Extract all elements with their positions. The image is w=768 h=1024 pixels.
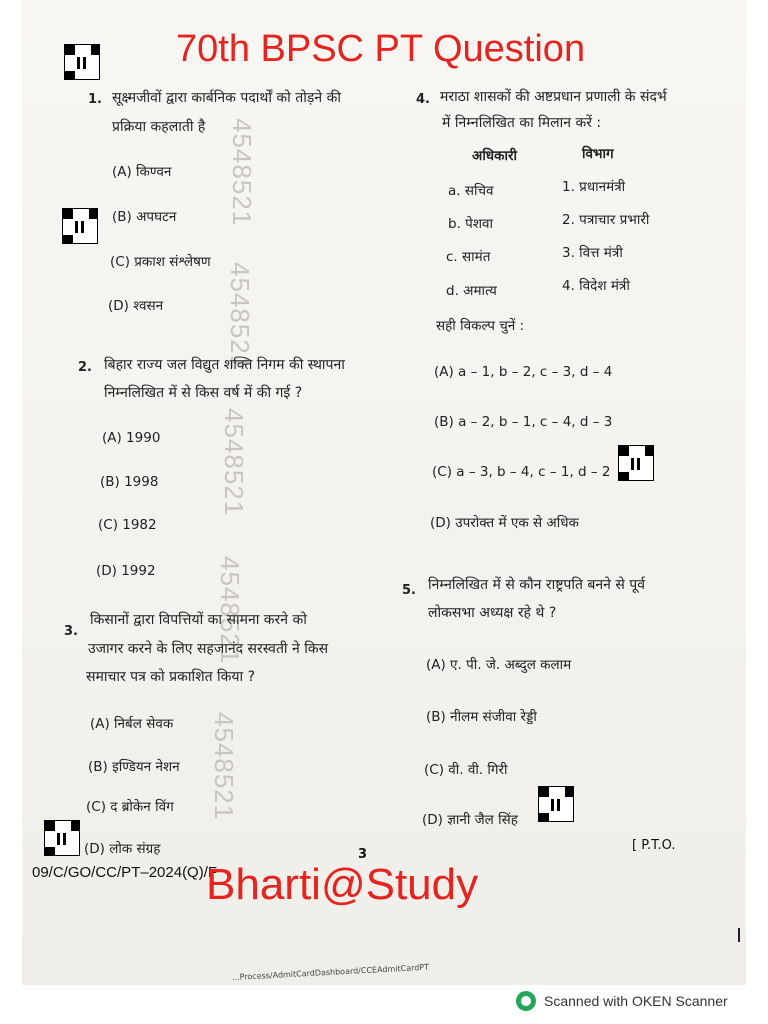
question-text: बिहार राज्य जल विद्युत शक्ति निगम की स्थापना bbox=[104, 357, 345, 373]
option-c: (C) a – 3, b – 4, c – 1, d – 2 bbox=[432, 464, 611, 480]
match-right-item: 3. वित्त मंत्री bbox=[562, 245, 623, 261]
question-text: निम्नलिखित में से कौन राष्ट्रपति बनने से पूर्व bbox=[428, 577, 646, 593]
scanner-label: Scanned with OKEN Scanner bbox=[544, 993, 728, 1009]
option-d: (D) उपरोक्त में एक से अधिक bbox=[430, 515, 579, 531]
option-a: (A) 1990 bbox=[102, 430, 161, 446]
option-c: (C) वी. वी. गिरी bbox=[424, 762, 508, 778]
match-left-item: b. पेशवा bbox=[448, 216, 494, 232]
match-right-item: 4. विदेश मंत्री bbox=[562, 278, 630, 294]
question-text: सूक्ष्मजीवों द्वारा कार्बनिक पदार्थों को तोड़ने की bbox=[112, 90, 341, 106]
question-number: 3. bbox=[64, 624, 78, 639]
question-text: निम्नलिखित में से किस वर्ष में की गई ? bbox=[104, 385, 303, 401]
option-a: (A) किण्वन bbox=[112, 164, 172, 180]
question-text: उजागर करने के लिए सहजानंद सरस्वती ने किस bbox=[88, 641, 329, 657]
question-text: लोकसभा अध्यक्ष रहे थे ? bbox=[428, 605, 557, 621]
paper-code: 09/C/GO/CC/PT–2024(Q)/F bbox=[32, 864, 218, 881]
option-a: (A) a – 1, b – 2, c – 3, d – 4 bbox=[434, 364, 613, 380]
roll-number-watermark: 4548521 bbox=[209, 712, 239, 821]
question-prompt: सही विकल्प चुनें : bbox=[436, 318, 525, 334]
column-header-department: विभाग bbox=[582, 146, 614, 162]
banner-title: 70th BPSC PT Question bbox=[176, 28, 586, 70]
roll-number-watermark: 4548521 bbox=[215, 556, 245, 665]
option-c: (C) प्रकाश संश्लेषण bbox=[110, 254, 211, 270]
question-text: समाचार पत्र को प्रकाशित किया ? bbox=[86, 669, 256, 685]
match-left-item: d. अमात्य bbox=[446, 283, 497, 299]
qr-code-icon bbox=[64, 44, 100, 80]
option-d: (D) ज्ञानी जैल सिंह bbox=[422, 812, 518, 828]
option-b: (B) नीलम संजीवा रेड्डी bbox=[426, 709, 537, 725]
url-fragment: ...Process/AdmitCardDashboard/CCEAdmitCardPT bbox=[231, 962, 430, 982]
match-left-item: c. सामंत bbox=[446, 249, 491, 265]
option-a: (A) ए. पी. जे. अब्दुल कलाम bbox=[426, 657, 572, 673]
qr-code-icon bbox=[62, 208, 98, 244]
question-text: प्रक्रिया कहलाती है bbox=[112, 119, 206, 135]
match-right-item: 1. प्रधानमंत्री bbox=[562, 179, 626, 195]
column-header-officer: अधिकारी bbox=[472, 148, 517, 164]
match-left-item: a. सचिव bbox=[448, 183, 494, 199]
watermark-text: Bharti@Study bbox=[206, 860, 479, 909]
option-b: (B) a – 2, b – 1, c – 4, d – 3 bbox=[434, 414, 613, 430]
match-right-item: 2. पत्राचार प्रभारी bbox=[562, 212, 650, 228]
qr-code-icon bbox=[44, 820, 80, 856]
option-d: (D) 1992 bbox=[96, 563, 156, 579]
option-a: (A) निर्बल सेवक bbox=[90, 716, 174, 732]
question-text: किसानों द्वारा विपत्तियों का सामना करने को bbox=[90, 612, 307, 628]
option-b: (B) 1998 bbox=[100, 474, 159, 490]
option-c: (C) 1982 bbox=[98, 517, 157, 533]
roll-number-watermark: 4548521 bbox=[219, 408, 249, 517]
page-mark bbox=[738, 928, 740, 942]
option-c: (C) द ब्रोकेन विंग bbox=[86, 799, 174, 815]
option-d: (D) लोक संग्रह bbox=[84, 841, 161, 857]
question-number: 2. bbox=[78, 360, 92, 375]
qr-code-icon bbox=[618, 445, 654, 481]
pto-label: [ P.T.O. bbox=[632, 838, 676, 853]
question-number: 1. bbox=[88, 92, 102, 107]
question-text: में निम्नलिखित का मिलान करें : bbox=[442, 115, 602, 131]
scanner-badge bbox=[516, 991, 728, 1011]
qr-code-icon bbox=[538, 786, 574, 822]
roll-number-watermark: 4548521 bbox=[227, 118, 257, 227]
question-text: मराठा शासकों की अष्टप्रधान प्रणाली के संदर्भ bbox=[440, 89, 667, 105]
question-number: 5. bbox=[402, 583, 416, 598]
option-b: (B) अपघटन bbox=[112, 209, 177, 225]
option-b: (B) इण्डियन नेशन bbox=[88, 759, 180, 775]
page-number: 3 bbox=[358, 847, 368, 862]
question-number: 4. bbox=[416, 92, 430, 107]
option-d: (D) श्वसन bbox=[108, 298, 164, 314]
scanner-logo-icon bbox=[516, 991, 536, 1011]
roll-number-watermark: 4548521 bbox=[225, 262, 255, 371]
